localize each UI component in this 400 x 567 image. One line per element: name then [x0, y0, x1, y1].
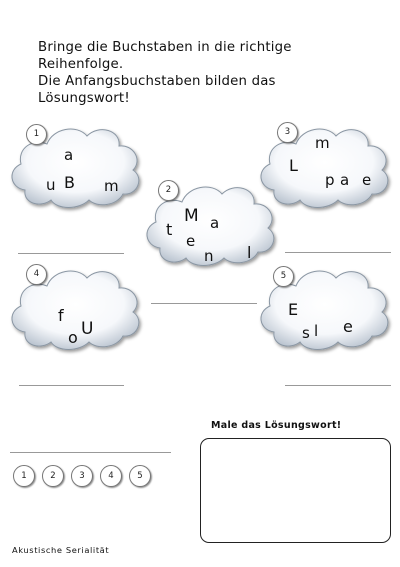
cloud-letter: u — [46, 176, 56, 194]
cloud-letter: e — [186, 232, 196, 250]
solution-label: Male das Lösungswort! — [211, 420, 342, 431]
solution-word-line[interactable] — [10, 452, 171, 453]
answer-line-2[interactable] — [151, 303, 257, 304]
instruction-line-2: Reihenfolge. — [38, 57, 124, 72]
instructions — [38, 39, 378, 107]
cloud-number-badge: 1 — [26, 124, 47, 145]
instruction-line-3: Die Anfangsbuchstaben bilden das — [38, 74, 276, 89]
instruction-line-1: Bringe die Buchstaben in die richtige — [38, 40, 292, 55]
cloud-letter: l — [247, 243, 252, 262]
cloud-letter: M — [184, 206, 199, 226]
cloud-letter: U — [81, 319, 94, 339]
cloud-3 — [254, 120, 395, 212]
answer-line-5[interactable] — [285, 385, 391, 386]
cloud-letter: t — [166, 220, 173, 239]
instruction-line-4: Lösungswort! — [38, 91, 130, 106]
cloud-letter: e — [362, 171, 372, 189]
cloud-number-badge: 2 — [158, 180, 179, 201]
cloud-letter: o — [68, 328, 78, 347]
cloud-letter: n — [204, 247, 214, 265]
cloud-letter: L — [289, 156, 298, 175]
cloud-letter: B — [64, 173, 75, 192]
cloud-letter: m — [315, 134, 330, 152]
cloud-letter: s — [302, 324, 310, 342]
solution-number-badge: 1 — [13, 465, 35, 487]
cloud-letter: p — [325, 171, 335, 189]
cloud-1 — [5, 120, 146, 212]
cloud-5 — [254, 262, 395, 354]
solution-number-badge: 4 — [100, 465, 122, 487]
solution-number-badge: 5 — [129, 465, 151, 487]
cloud-letter: m — [104, 177, 119, 195]
cloud-letter: f — [58, 306, 64, 325]
cloud-4 — [5, 262, 146, 354]
cloud-number-badge: 5 — [273, 266, 294, 287]
footer-text: Akustische Serialität — [12, 545, 110, 555]
answer-line-3[interactable] — [285, 252, 391, 253]
cloud-number-badge: 4 — [26, 264, 47, 285]
answer-line-1[interactable] — [18, 253, 124, 254]
cloud-letter: a — [64, 146, 74, 164]
cloud-letter: e — [343, 317, 353, 336]
drawing-box[interactable] — [200, 438, 391, 543]
cloud-letter: E — [288, 300, 299, 319]
solution-number-badge: 2 — [42, 465, 64, 487]
cloud-letter: a — [340, 171, 350, 189]
solution-number-badge: 3 — [71, 465, 93, 487]
cloud-letter: l — [314, 322, 319, 340]
cloud-number-badge: 3 — [277, 122, 298, 143]
answer-line-4[interactable] — [19, 385, 124, 386]
cloud-letter: a — [210, 214, 220, 232]
